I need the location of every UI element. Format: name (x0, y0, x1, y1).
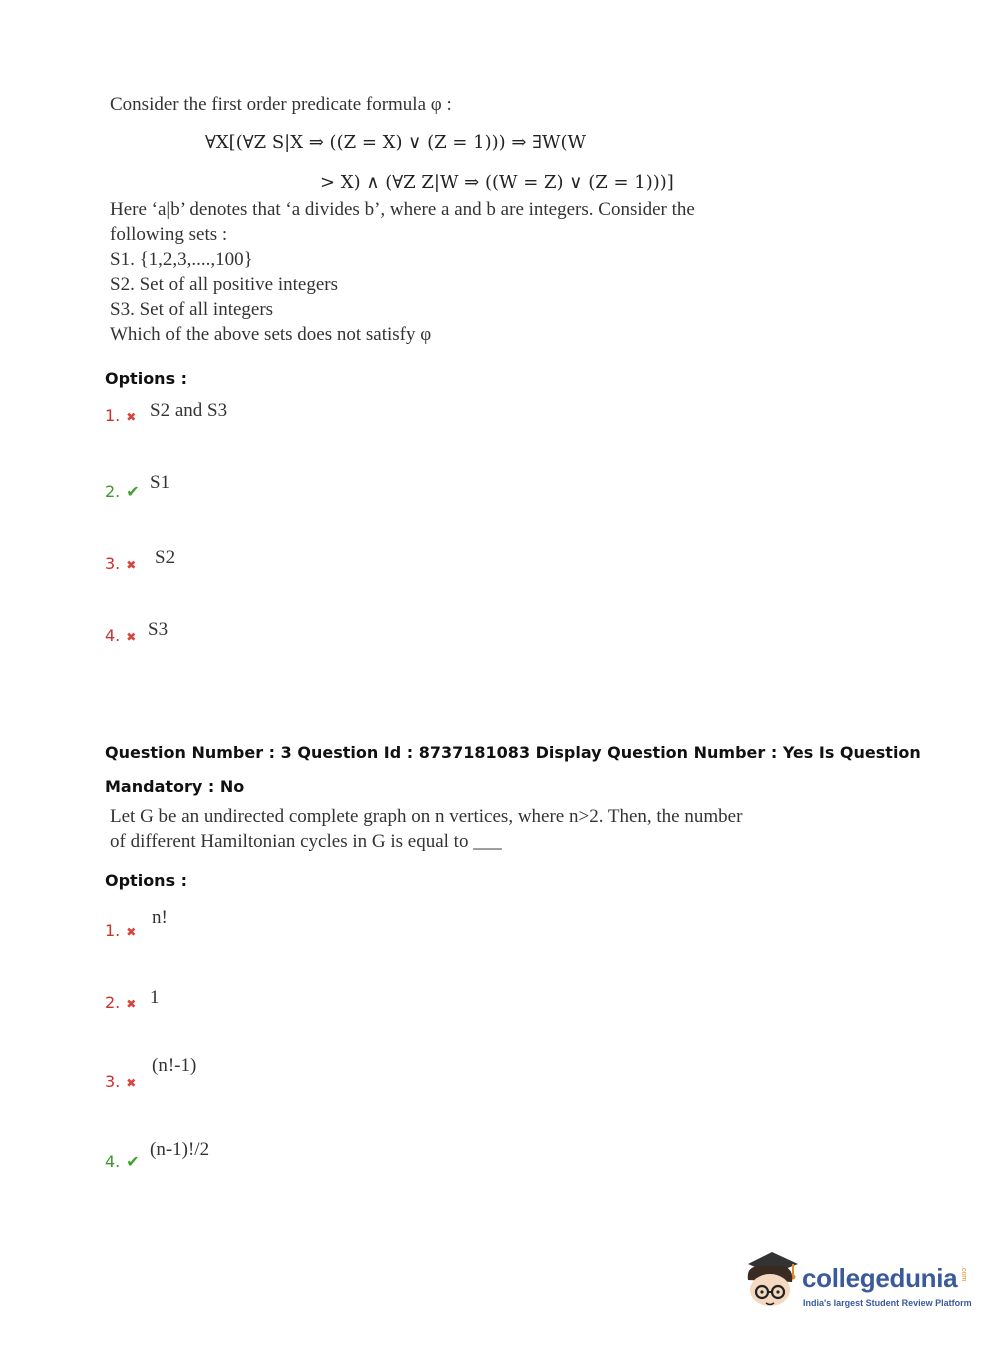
cross-icon: ✖ (126, 630, 137, 644)
q3-option-3-text: (n!-1) (152, 1055, 197, 1076)
option-number: 2. (105, 482, 121, 501)
cross-icon: ✖ (126, 997, 137, 1011)
q2-option-3 (105, 554, 136, 573)
check-icon: ✔ (126, 482, 140, 501)
q3-option-4-text: (n-1)!/2 (150, 1139, 210, 1160)
q3-options-label: Options : (105, 871, 188, 890)
q2-option-4 (105, 626, 136, 645)
collegedunia-mascot-icon (742, 1250, 802, 1312)
q3-option-2 (105, 993, 136, 1012)
option-number: 4. (105, 626, 121, 645)
cross-icon: ✖ (126, 1076, 137, 1090)
option-number: 2. (105, 993, 121, 1012)
q3-header-line2: Mandatory : No (105, 777, 245, 796)
q2-options-label: Options : (105, 369, 188, 388)
q3-line: of different Hamiltonian cycles in G is equal to ___ (110, 831, 502, 852)
q2-option-4-text: S3 (148, 619, 169, 640)
option-number: 3. (105, 1072, 121, 1091)
check-icon: ✔ (126, 1152, 140, 1171)
option-number: 4. (105, 1152, 121, 1171)
q2-formula-line2: > X) ∧ (∀Z Z|W ⇒ ((W = Z) ∨ (Z = 1)))] (320, 172, 674, 193)
q3-line: Let G be an undirected complete graph on n vertices, where n>2. Then, the number (110, 806, 743, 827)
q2-intro: Consider the first order predicate formula φ : (110, 94, 452, 115)
q2-formula-line1: ∀X[(∀Z S|X ⇒ ((Z = X) ∨ (Z = 1))) ⇒ ∃W(W (205, 132, 586, 153)
q3-option-2-text: 1 (150, 987, 160, 1008)
logo-wordmark: collegedunia (802, 1263, 958, 1293)
q3-option-3 (105, 1072, 136, 1091)
q2-line: S3. Set of all integers (110, 299, 274, 320)
q3-option-4 (105, 1152, 140, 1171)
option-number: 3. (105, 554, 121, 573)
q2-line: S2. Set of all positive integers (110, 274, 338, 295)
q2-line: Here ‘a|b’ denotes that ‘a divides b’, where a and b are integers. Consider the (110, 199, 695, 220)
option-number: 1. (105, 406, 121, 425)
logo-tagline: India's largest Student Review Platform (803, 1298, 972, 1308)
q3-option-1-text: n! (152, 907, 168, 928)
q2-option-1 (105, 406, 136, 425)
q2-line: following sets : (110, 224, 228, 245)
option-number: 1. (105, 921, 121, 940)
q2-option-2 (105, 482, 140, 501)
q2-option-3-text: S2 (155, 547, 176, 568)
cross-icon: ✖ (126, 410, 137, 424)
cross-icon: ✖ (126, 558, 137, 572)
q3-header-line1: Question Number : 3 Question Id : 8737181083 Display Question Number : Yes Is Question (105, 743, 921, 762)
q2-line: Which of the above sets does not satisfy φ (110, 324, 432, 345)
cross-icon: ✖ (126, 925, 137, 939)
q2-option-2-text: S1 (150, 472, 171, 493)
q2-line: S1. {1,2,3,....,100} (110, 249, 253, 270)
q2-option-1-text: S2 and S3 (150, 400, 228, 421)
q3-option-1 (105, 921, 136, 940)
logo-domain: .com (960, 1266, 967, 1282)
